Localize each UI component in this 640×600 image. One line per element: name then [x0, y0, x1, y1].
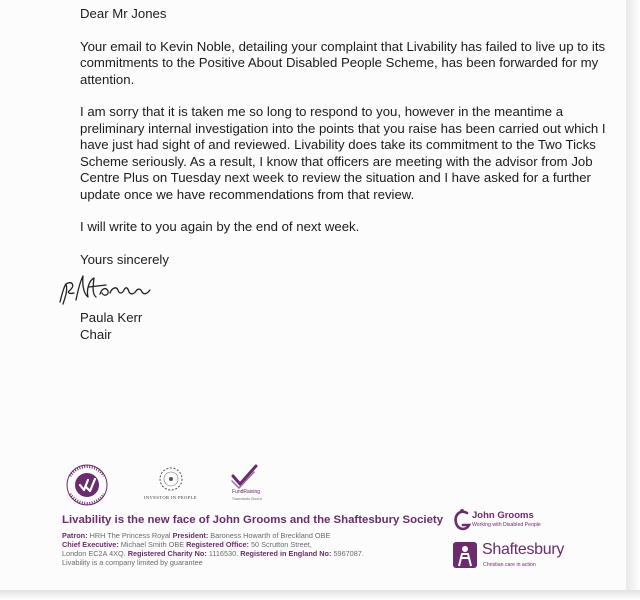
john-grooms-logo-icon: [452, 507, 472, 535]
footer-line-chief: Chief Executive: Michael Smith OBE Registered Office: 50 Scrutton Street,: [62, 540, 312, 550]
investors-in-people-label: INVESTOR IN PEOPLE: [144, 495, 197, 500]
accreditation-logos: [62, 462, 322, 510]
shaftesbury-subtitle: Christian care in action: [483, 562, 536, 568]
investors-in-people-logo: [154, 462, 188, 496]
paragraph-investigation: I am sorry that it is taken me so long to respond to you, however in the meantime a preliminary internal investigation into the points that you raise has been carried out which I have just had sight of and reviewed. Livability does take its commitment to the Two Ticks Scheme seriously. As a result, I know that officers are meeting with the advisor from Job Centre Plus on Tuesday next week to review the situation and I have asked for a further update once we have recommendations from that review.: [80, 104, 606, 202]
signature: [56, 264, 186, 314]
fundraising-name: FundRaising: [232, 489, 261, 495]
footer-line-company: Livability is a company limited by guarantee: [62, 558, 203, 568]
paragraph-followup: I will write to you again by the end of next week.: [80, 219, 360, 234]
john-grooms-name: John Grooms: [472, 510, 534, 521]
shaftesbury-brand: [452, 540, 572, 576]
shaftesbury-logo-icon: [452, 540, 480, 570]
john-grooms-subtitle: Working with Disabled People: [472, 522, 541, 528]
john-grooms-brand: [452, 507, 562, 537]
letter-body: [80, 6, 620, 268]
signer-title: Chair: [80, 326, 112, 342]
paragraph-complaint: Your email to Kevin Noble, detailing your complaint that Livability has failed to live up to its commitments to the Positive About Disabled People Scheme, has been forwarded for my attention.: [80, 38, 606, 87]
positive-about-disabled-logo: [64, 462, 110, 508]
scan-edge-right: [626, 0, 640, 600]
fundraising-subtitle: Standards Board: [232, 495, 263, 501]
fundraising-label: [232, 490, 272, 501]
footer-line-registration: London EC2A 4XQ. Registered Charity No: 1116530. Registered in England No: 5967087.: [62, 549, 364, 559]
livability-tagline: Livability is the new face of John Grooms and the Shaftesbury Society: [62, 514, 444, 526]
signature-icon: [56, 264, 186, 314]
fundraising-standards-logo: [230, 462, 260, 490]
footer-line-patron: Patron: HRH The Princess Royal President: Baroness Howarth of Breckland OBE: [62, 531, 331, 540]
closing: Yours sincerely: [80, 251, 169, 267]
scan-edge-bottom: [0, 590, 640, 600]
signer-block: [80, 310, 142, 343]
footer-details: [62, 531, 412, 567]
salutation: Dear Mr Jones: [80, 6, 167, 21]
signer-name: Paula Kerr: [80, 310, 143, 325]
shaftesbury-name: Shaftesbury: [482, 541, 565, 558]
